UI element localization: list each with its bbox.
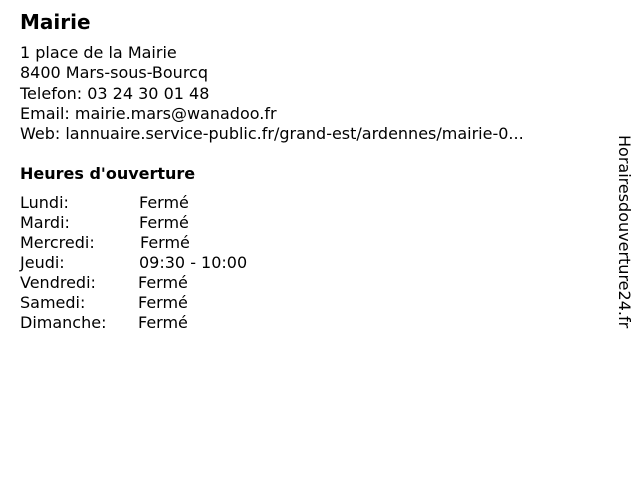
day-label: Samedi: <box>20 293 86 312</box>
street-address: 1 place de la Mairie <box>20 43 177 62</box>
city-postcode: 8400 Mars-sous-Bourcq <box>20 63 208 83</box>
day-label: Mardi: <box>20 213 70 232</box>
day-hours: Fermé <box>138 293 188 312</box>
day-label: Dimanche: <box>20 313 107 332</box>
hours-row-wednesday <box>20 233 320 253</box>
day-hours: Fermé <box>139 213 189 232</box>
contact-info <box>20 43 524 144</box>
day-hours: Fermé <box>138 313 188 332</box>
day-hours: 09:30 - 10:00 <box>139 253 248 272</box>
day-label: Mercredi: <box>20 233 95 252</box>
email-address: Email: mairie.mars@wanadoo.fr <box>20 103 277 123</box>
hours-row-tuesday <box>20 213 320 233</box>
day-hours: Fermé <box>140 233 190 252</box>
hours-row-thursday <box>20 253 320 273</box>
hours-row-saturday <box>20 293 320 313</box>
day-label: Vendredi: <box>20 273 96 292</box>
site-watermark: Horairesdouverture24.fr <box>615 135 634 329</box>
hours-row-sunday <box>20 313 320 333</box>
opening-hours-heading: Heures d'ouverture <box>20 164 196 183</box>
day-label: Lundi: <box>20 193 69 212</box>
page-title: Mairie <box>20 10 91 34</box>
phone-number: Telefon: 03 24 30 01 48 <box>20 83 210 103</box>
website-url: Web: lannuaire.service-public.fr/grand-est/ardennes/mairie-0... <box>20 124 524 144</box>
day-label: Jeudi: <box>20 253 65 272</box>
hours-row-monday <box>20 193 320 213</box>
hours-row-friday <box>20 273 320 293</box>
day-hours: Fermé <box>138 273 188 292</box>
day-hours: Fermé <box>139 193 189 212</box>
opening-hours-list <box>20 193 320 333</box>
